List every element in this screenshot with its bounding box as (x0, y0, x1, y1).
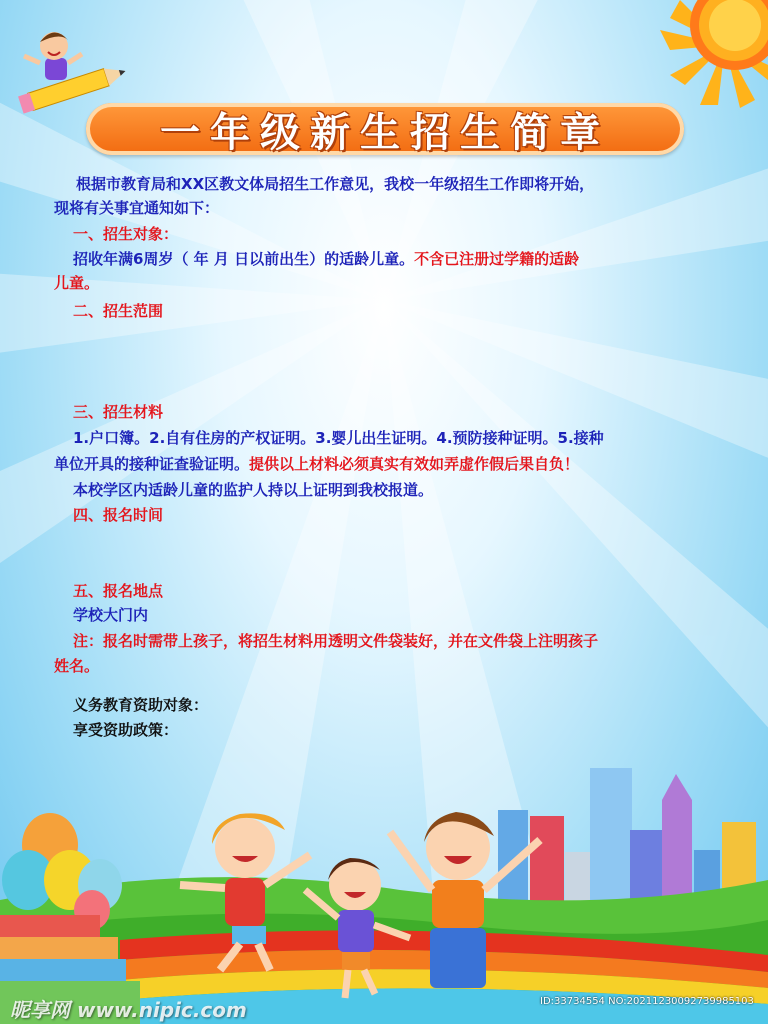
intro-line-1: 根据市教育局和XX区教文体局招生工作意见，我校一年级招生工作即将开始， (76, 175, 595, 193)
watermark-brand: 昵享网 www.nipic.com (10, 998, 247, 1022)
target-red-text: 不含已注册过学籍的适龄 (414, 250, 580, 268)
intro-line-2: 现将有关事宜通知如下： (54, 199, 220, 217)
kids-city-illustration (0, 740, 768, 1024)
place-value: 学校大门内 (73, 606, 149, 624)
section-time-heading: 四、报名时间 (73, 506, 164, 524)
target-red-text-cont: 儿童。 (54, 274, 100, 292)
section-place-heading: 五、报名地点 (73, 582, 164, 600)
note-line-1: 注：报名时需带上孩子，将招生材料用透明文件袋装好，并在文件袋上注明孩子 (73, 632, 599, 650)
materials-line-3: 本校学区内适龄儿童的监护人持以上证明到我校报道。 (73, 481, 434, 499)
watermark-id: ID:33734554 NO:20211230092739985103 (540, 996, 754, 1007)
sun-icon (640, 0, 768, 110)
title-banner (86, 103, 684, 155)
materials-line-2 (54, 453, 579, 476)
section-materials-heading: 三、招生材料 (73, 403, 164, 421)
materials-line-1: 1.户口簿。2.自有住房的产权证明。3.婴儿出生证明。4.预防接种证明。5.接种 (73, 429, 604, 447)
materials-line-2-blue: 单位开具的接种证查验证明。 (54, 455, 250, 473)
note-line-2: 姓名。 (54, 657, 100, 675)
aid-target-label: 义务教育资助对象： (73, 696, 209, 714)
page-title: 一年级新生招生简章 (160, 108, 610, 156)
section-target-heading: 一、招生对象： (73, 225, 179, 243)
materials-warning: 提供以上材料必须真实有效如弄虚作假后果自负！ (249, 455, 580, 473)
target-text: 招收年满6周岁（ 年 月 日以前出生）的适龄儿童。 (73, 250, 415, 268)
section-scope-heading: 二、招生范围 (73, 302, 164, 320)
aid-policy-label: 享受资助政策： (73, 721, 179, 739)
section-target-line (73, 248, 579, 271)
